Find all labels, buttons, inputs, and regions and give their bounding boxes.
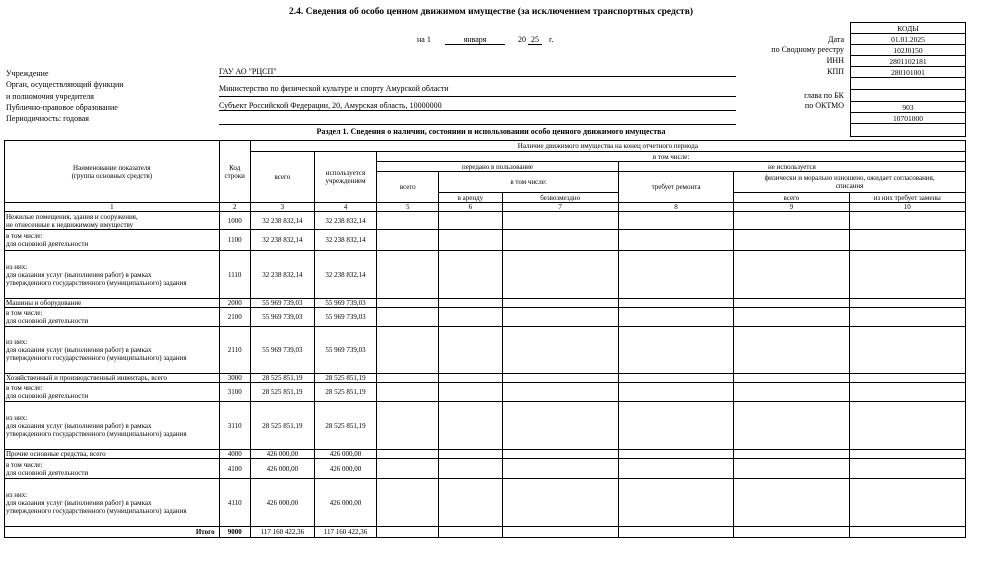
- row-total: 426 000,00: [250, 459, 314, 479]
- header-transferred: передано в пользование: [377, 162, 619, 172]
- row-name-line: для основной деятельности: [6, 392, 89, 400]
- row-total: 28 525 851,19: [250, 383, 314, 402]
- empty-cell: [439, 374, 502, 383]
- public-label: Публично-правовое образование: [6, 103, 118, 112]
- row-name: [5, 374, 220, 383]
- empty-cell: [618, 251, 733, 299]
- section-title: Раздел 1. Сведения о наличии, состоянии и использовании особо ценного движимого имущества: [316, 127, 666, 136]
- empty-cell: [734, 299, 849, 308]
- total-code: 9000: [219, 527, 250, 538]
- row-name-line: не отнесенные к недвижимому имуществу: [6, 220, 134, 229]
- row-used: 32 238 832,14: [314, 230, 376, 251]
- row-used: 426 000,00: [314, 450, 376, 459]
- row-total: 28 525 851,19: [250, 374, 314, 383]
- empty-cell: [502, 479, 618, 527]
- table-row: [5, 299, 966, 308]
- empty-cell: [439, 383, 502, 402]
- code-kpp: 280101001: [851, 67, 966, 78]
- colnum: 6: [439, 203, 502, 212]
- row-name: [5, 450, 220, 459]
- row-name-line: из них:: [6, 413, 28, 422]
- header-transferred-total: всего: [377, 172, 439, 203]
- table-row: [5, 327, 966, 374]
- table-row: [5, 402, 966, 450]
- row-name-line: для оказания услуг (выполнения работ) в рамках: [6, 421, 152, 430]
- founder-label-1: Орган, осуществляющий функции: [6, 80, 124, 89]
- row-used: 426 000,00: [314, 479, 376, 527]
- codes-label-date: Дата: [828, 35, 844, 44]
- header-worn-line2: списания: [835, 182, 864, 190]
- empty-cell: [618, 299, 733, 308]
- total-row: [5, 527, 966, 538]
- date-suffix: г.: [549, 35, 554, 44]
- empty-cell: [849, 299, 965, 308]
- header-repair: требует ремонта: [618, 172, 733, 203]
- header-rent: в аренду: [439, 193, 502, 203]
- table-row: [5, 383, 966, 402]
- row-name-line: для основной деятельности: [6, 317, 89, 325]
- row-name: [5, 327, 220, 374]
- row-name-line: утвержденного государственного (муниципального) задания: [6, 429, 187, 438]
- empty-cell: [502, 299, 618, 308]
- date-month: января: [445, 35, 505, 45]
- row-total: 55 969 739,03: [250, 308, 314, 327]
- row-code: 2110: [219, 327, 250, 374]
- empty-cell: [849, 327, 965, 374]
- row-name-line: в том числе:: [6, 232, 43, 240]
- row-name-line: в том числе:: [6, 309, 43, 317]
- empty-cell: [734, 459, 849, 479]
- period-underline: [219, 124, 736, 125]
- row-name: [5, 459, 220, 479]
- empty-cell: [377, 459, 439, 479]
- header-code-line2: строки: [224, 171, 245, 180]
- public-value: Субъект Российской Федерации, 20, Амурская область, 10000000: [219, 101, 736, 111]
- header-availability: Наличие движимого имущества на конец отчетного периода: [250, 141, 965, 152]
- row-name-line: в том числе:: [6, 384, 43, 392]
- header-name: [5, 141, 220, 203]
- empty-cell: [377, 527, 439, 538]
- empty-cell: [502, 308, 618, 327]
- row-name-line: из них:: [6, 262, 28, 271]
- row-code: 4100: [219, 459, 250, 479]
- total-total: 117 160 422,36: [250, 527, 314, 538]
- empty-cell: [849, 374, 965, 383]
- empty-cell: [734, 308, 849, 327]
- empty-cell: [502, 459, 618, 479]
- institution-value: ГАУ АО "РЦСП": [219, 67, 736, 77]
- empty-cell: [439, 402, 502, 450]
- row-name-line: из них:: [6, 490, 28, 499]
- table-row: [5, 450, 966, 459]
- row-name-line: утвержденного государственного (муниципального) задания: [6, 354, 187, 362]
- page-title: 2.4. Сведения об особо ценном движимом имуществе (за исключением транспортных средств): [289, 7, 693, 17]
- row-total: 32 238 832,14: [250, 212, 314, 230]
- codes-label-bk: глава по БК: [804, 91, 844, 100]
- header-used-line2: учреждением: [325, 177, 366, 185]
- codes-label-inn: ИНН: [826, 56, 844, 65]
- row-name-line: Машины и оборудование: [6, 299, 82, 307]
- empty-cell: [849, 251, 965, 299]
- empty-cell: [618, 527, 733, 538]
- header-code: [219, 141, 250, 203]
- empty-cell: [734, 327, 849, 374]
- empty-cell: [377, 450, 439, 459]
- empty-cell: [377, 308, 439, 327]
- row-used: 55 969 739,03: [314, 308, 376, 327]
- empty-cell: [734, 527, 849, 538]
- row-name: [5, 230, 220, 251]
- row-used: 28 525 851,19: [314, 402, 376, 450]
- header-worn-total: всего: [734, 193, 849, 203]
- row-name-line: для основной деятельности: [6, 468, 89, 477]
- table-body: [5, 212, 966, 527]
- row-name: [5, 402, 220, 450]
- header-used-line1: используется: [325, 169, 366, 177]
- row-name-line: для оказания услуг (выполнения работ) в рамках: [6, 498, 152, 507]
- empty-cell: [439, 308, 502, 327]
- empty-cell: [502, 374, 618, 383]
- row-name: [5, 299, 220, 308]
- row-name-line: Хозяйственный и производственный инвентарь, всего: [6, 374, 167, 382]
- empty-cell: [439, 450, 502, 459]
- row-code: 3000: [219, 374, 250, 383]
- empty-cell: [502, 327, 618, 374]
- table-row: [5, 230, 966, 251]
- empty-cell: [502, 230, 618, 251]
- row-total: 32 238 832,14: [250, 251, 314, 299]
- row-name-line: из них:: [6, 338, 28, 346]
- table-row: [5, 459, 966, 479]
- row-used: 28 525 851,19: [314, 383, 376, 402]
- row-name-line: для основной деятельности: [6, 240, 89, 248]
- row-used: 55 969 739,03: [314, 327, 376, 374]
- row-used: 32 238 832,14: [314, 212, 376, 230]
- empty-cell: [377, 327, 439, 374]
- code-bk: 903: [851, 102, 966, 113]
- row-name: [5, 479, 220, 527]
- empty-cell: [849, 402, 965, 450]
- codes-header: КОДЫ: [851, 23, 966, 34]
- empty-cell: [377, 230, 439, 251]
- table-row: [5, 251, 966, 299]
- empty-cell: [618, 374, 733, 383]
- empty-cell: [439, 479, 502, 527]
- row-name-line: для оказания услуг (выполнения работ) в рамках: [6, 270, 152, 279]
- code-empty-2: [851, 90, 966, 102]
- empty-cell: [377, 299, 439, 308]
- header-free: безвозмездно: [502, 193, 618, 203]
- empty-cell: [502, 383, 618, 402]
- empty-cell: [849, 479, 965, 527]
- empty-cell: [377, 383, 439, 402]
- row-total: 32 238 832,14: [250, 230, 314, 251]
- header-worn: [734, 172, 966, 193]
- empty-cell: [377, 212, 439, 230]
- empty-cell: [439, 230, 502, 251]
- period-label: Периодичность: годовая: [6, 114, 89, 123]
- row-name: [5, 212, 220, 230]
- empty-cell: [502, 402, 618, 450]
- founder-label-2: и полномочия учредителя: [6, 92, 94, 101]
- codes-table: [850, 22, 966, 137]
- code-registry: 102J0150: [851, 45, 966, 56]
- row-code: 4000: [219, 450, 250, 459]
- colnum: 9: [734, 203, 849, 212]
- row-used: 55 969 739,03: [314, 299, 376, 308]
- row-total: 28 525 851,19: [250, 402, 314, 450]
- empty-cell: [734, 251, 849, 299]
- empty-cell: [439, 251, 502, 299]
- date-year: 25: [528, 35, 542, 45]
- row-name-line: утвержденного государственного (муниципального) задания: [6, 278, 187, 287]
- empty-cell: [502, 251, 618, 299]
- empty-cell: [849, 459, 965, 479]
- row-name-line: Прочие основные средства, всего: [6, 450, 106, 458]
- empty-cell: [849, 308, 965, 327]
- row-used: 426 000,00: [314, 459, 376, 479]
- empty-cell: [502, 212, 618, 230]
- row-code: 1100: [219, 230, 250, 251]
- colnum: 1: [5, 203, 220, 212]
- empty-cell: [618, 450, 733, 459]
- row-name: [5, 251, 220, 299]
- row-total: 55 969 739,03: [250, 327, 314, 374]
- header-incl: в том числе:: [439, 172, 619, 193]
- empty-cell: [439, 327, 502, 374]
- code-empty: [851, 78, 966, 90]
- row-total: 55 969 739,03: [250, 299, 314, 308]
- empty-cell: [618, 230, 733, 251]
- empty-cell: [618, 459, 733, 479]
- empty-cell: [734, 383, 849, 402]
- empty-cell: [734, 402, 849, 450]
- table-row: [5, 479, 966, 527]
- empty-cell: [849, 450, 965, 459]
- header-worn-line1: физически и морально изношено, ожидает согласования,: [764, 174, 935, 182]
- row-code: 3110: [219, 402, 250, 450]
- empty-cell: [734, 230, 849, 251]
- empty-cell: [502, 527, 618, 538]
- row-name: [5, 308, 220, 327]
- total-used: 117 160 422,36: [314, 527, 376, 538]
- empty-cell: [734, 212, 849, 230]
- empty-cell: [439, 299, 502, 308]
- date-prefix: на 1: [417, 35, 431, 44]
- empty-cell: [618, 327, 733, 374]
- empty-cell: [377, 402, 439, 450]
- codes-label-oktmo: по ОКТМО: [804, 101, 844, 110]
- empty-cell: [377, 251, 439, 299]
- colnum: 3: [250, 203, 314, 212]
- code-oktmo: 10701000: [851, 113, 966, 124]
- table-row: [5, 308, 966, 327]
- colnum: 2: [219, 203, 250, 212]
- row-name-line: Нежилые помещения, здания и сооружения,: [6, 212, 138, 221]
- row-name-line: для оказания услуг (выполнения работ) в рамках: [6, 346, 152, 354]
- row-name-line: утвержденного государственного (муниципального) задания: [6, 506, 187, 515]
- empty-cell: [618, 383, 733, 402]
- colnum: 8: [618, 203, 733, 212]
- colnum: 7: [502, 203, 618, 212]
- codes-label-kpp: КПП: [827, 67, 844, 76]
- empty-cell: [734, 450, 849, 459]
- empty-cell: [377, 479, 439, 527]
- header-total: всего: [250, 152, 314, 203]
- row-name: [5, 383, 220, 402]
- row-name-line: в том числе:: [6, 460, 43, 469]
- empty-cell: [618, 479, 733, 527]
- empty-cell: [618, 212, 733, 230]
- row-code: 3100: [219, 383, 250, 402]
- empty-cell: [618, 308, 733, 327]
- empty-cell: [439, 212, 502, 230]
- date-year-prefix: 20: [518, 35, 526, 44]
- empty-cell: [377, 374, 439, 383]
- table-row: [5, 212, 966, 230]
- total-label: Итого: [5, 527, 220, 538]
- column-numbers-row: [5, 203, 966, 212]
- colnum: 10: [849, 203, 965, 212]
- row-code: 4110: [219, 479, 250, 527]
- header-needs-replace: из них требует замены: [849, 193, 965, 203]
- header-name-line2: (группа основных средств): [71, 171, 153, 180]
- code-date: 01.01.2025: [851, 34, 966, 45]
- empty-cell: [618, 402, 733, 450]
- empty-cell: [439, 527, 502, 538]
- header-used: [314, 152, 376, 203]
- main-table: [4, 140, 966, 538]
- empty-cell: [734, 374, 849, 383]
- row-code: 2000: [219, 299, 250, 308]
- empty-cell: [849, 230, 965, 251]
- header-name-line1: Наименование показателя: [73, 163, 151, 172]
- institution-label: Учреждение: [6, 69, 49, 78]
- row-code: 1110: [219, 251, 250, 299]
- code-inn: 2801102181: [851, 56, 966, 67]
- header-of-which: в том числе:: [377, 152, 966, 162]
- colnum: 5: [377, 203, 439, 212]
- empty-cell: [849, 212, 965, 230]
- colnum: 4: [314, 203, 376, 212]
- row-total: 426 000,00: [250, 479, 314, 527]
- codes-label-registry: по Сводному реестру: [771, 45, 844, 54]
- empty-cell: [734, 479, 849, 527]
- row-code: 2100: [219, 308, 250, 327]
- empty-cell: [849, 383, 965, 402]
- empty-cell: [849, 527, 965, 538]
- row-total: 426 000,00: [250, 450, 314, 459]
- header-code-line1: Код: [229, 163, 241, 172]
- table-row: [5, 374, 966, 383]
- row-used: 32 238 832,14: [314, 251, 376, 299]
- header-not-used: не используется: [618, 162, 965, 172]
- empty-cell: [439, 459, 502, 479]
- empty-cell: [502, 450, 618, 459]
- row-used: 28 525 851,19: [314, 374, 376, 383]
- founder-value: Министерство по физической культуре и спорту Амурской области: [219, 84, 736, 97]
- row-code: 1000: [219, 212, 250, 230]
